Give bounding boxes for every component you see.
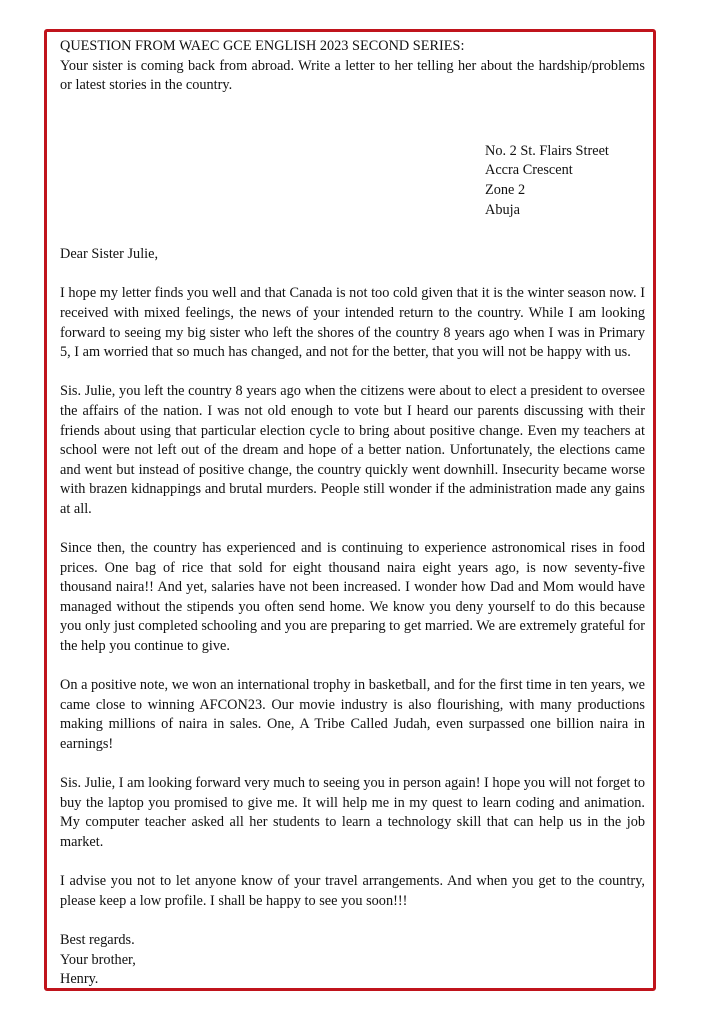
address-line: Zone 2 [485,181,526,198]
body-paragraph: On a positive note, we won an international trophy in basketball, and for the first time in ten years, we came close to winning AFCON23. Our movie industry is also flourishing, with many productions making millions of naira in sales. One, A Tribe Called Judah, even surpassed one billion naira in earnings! [60,677,645,752]
question-heading: QUESTION FROM WAEC GCE ENGLISH 2023 SECOND SERIES: [60,38,465,54]
sender-address [485,142,645,220]
body-paragraph: I advise you not to let anyone know of your travel arrangements. And when you get to the country, please keep a low profile. I shall be happy to see you soon!!! [60,873,645,909]
body-paragraph: Sis. Julie, you left the country 8 years ago when the citizens were about to elect a president to oversee the affairs of the nation. I was not old enough to vote but I heard our parents discussing with their friends about using that particular election cycle to bring about positive change. Even my teachers at school were not left out of the dream and hope of a better nation. Unfortunately, the elections came and went but instead of positive change, the country quickly went downhill. Insecurity became worse with brazen kidnappings and brutal murders. People still wonder if the administration made any gains at all. [60,383,645,517]
letter-frame [44,29,656,991]
body-paragraph: I hope my letter finds you well and that Canada is not too cold given that it is the winter season now. I received with mixed feelings, the news of your intended return to the country. While I am looking forward to seeing my big sister who left the shores of the country 8 years ago when I was in Primary 5, I am worried that so much has changed, and not for the better, that you will not be happy with us. [60,285,645,361]
address-line: No. 2 St. Flairs Street [485,142,609,159]
signature-name: Henry. [60,971,99,988]
address-line: Abuja [485,201,520,218]
closing-line: Your brother, [60,951,136,968]
body-paragraph: Sis. Julie, I am looking forward very much to seeing you in person again! I hope you will not forget to buy the laptop you promised to give me. It will help me in my quest to learn coding and animation. My computer teacher asked all her students to learn a technology skill that can help us in the job market. [60,775,646,850]
body-paragraph: Since then, the country has experienced and is continuing to experience astronomical rises in food prices. One bag of rice that sold for eight thousand naira eight years ago, is now seventy-five thousand naira!! And yet, salaries have not been increased. I wonder how Dad and Mom would have managed without the stipends you often send home. We know you deny yourself to do this because you only just completed schooling and you are preparing to get married. We are extremely grateful for the help you continue to give. [60,540,645,655]
salutation: Dear Sister Julie, [60,246,159,263]
letter-content [60,37,645,990]
closing-line: Best regards. [60,931,135,948]
question-prompt: Your sister is coming back from abroad. Write a letter to her telling her about the hardship/problems or latest stories in the country. [60,57,645,94]
letter-closing [60,931,645,990]
address-line: Accra Crescent [485,162,573,179]
